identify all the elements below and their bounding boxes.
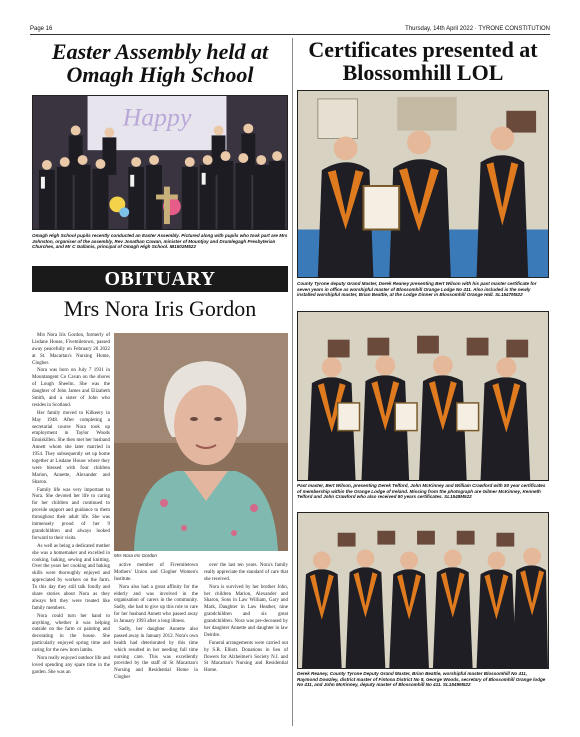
obit-paragraph: over the last ten years. Nora's family really appreciate the standard of care that she received. [204,563,288,582]
obit-paragraph: As well as being a dedicated mother she was a homemaker and excelled in cooking, baking, sewing and knitting. Over the years her cooking and baking skills were thoroughly enjoyed and appreciated by workers on the farm. To this day they still talk fondly and share stories about Nora as they always felt they were treated like family members. [32,543,110,611]
obit-paragraph: Sadly, her daughter Annette also passed away in January 2012. Nora's own health had deteriorated by this time which resulted in her needing full time nursing care. This was excellently provided by the staff of St Macartan's Nursing and Residential Home in Clogher [114,627,198,681]
obituary-banner: OBITUARY [32,266,288,292]
obit-paragraph: Funeral arrangements were carried out by S.R. Elliott. Donations in lieu of flowers for Alzheimer's Society N.I. and St Macartan's Nursing and Residential Home. [204,640,288,674]
happy-banner-text: Happy [122,102,192,132]
easter-caption: Omagh High School pupils recently conducted an Easter Assembly. Pictured along with pupils who took part are Mrs Johnston, organiser of the assembly, Rev Jonathan Cowan, minister of Mountjoy and Drumlegagh Presbyterian Churches, and Mr C Gallanis, principal of Omagh High School. IB1502M522 [32,233,288,250]
obit-paragraph: Nora really enjoyed outdoor life and loved spending any spare time in the garden. She was an [32,655,110,675]
obituary-column-2 [114,563,198,683]
certificate-caption-3: Derek Reaney, County Tyrone Deputy Grand Master, Brian Beattie, worshipful master Blossomhill No 411, Raymond Dowzley, district master of Fintona District No 8, George Woods, secretary of Blossomhill Orange lodge No 411, and John McKinney, deputy master of Blossomhill No 411. SL1549M522 [297,671,546,688]
obit-paragraph: active member of Fivemiletown Mothers' Union and Clogher Women's Institute. [114,563,198,582]
obituary-name: Mrs Nora Iris Gordon [63,296,257,321]
page-number: Page 16 [30,26,53,32]
obituary-column-1 [32,333,110,678]
obit-paragraph: Family life was very important to Nora. She devoted her life to caring for her children and continued to provide support and guidance to them throughout their adult life. She was immensely proud of her 9 grandchildren and always looked forward to their visits. [32,487,110,541]
certificate-photo-3 [297,512,549,669]
obit-paragraph: Mrs Nora Iris Gordon, formerly of Lisdane House, Fivemiletown, passed away peacefully on February 26 2022 at St. Macartan's Nursing Home, Clogher. [32,333,110,366]
certificate-photo-1 [297,90,549,278]
easter-headline: Easter Assembly held at Omagh High School [51,39,269,88]
obit-paragraph: Her family moved to Kilkeery in May 1948. After completing a secretarial course Nora took up employment in Taylor Woods Enniskillen. She then met her husband Annett whom she later married in 1954. They subsequently set up home together at Lisdane House where they were blessed with four children Marion, Annette, Alexander and Sharon. [32,410,110,485]
obit-paragraph: Nora was born on July 7 1931 in Mountangent Co Cavan on the shores of Lough Sheelin. She was the daughter of John James and Elizabeth Smith, and a sister of John who resides in Scotland. [32,368,110,408]
obit-paragraph: Nora could turn her hand to anything, whether it was helping outside on the farm or painting and decorating in the house. She particularly enjoyed spring time and caring for the new born lambs. [32,613,110,654]
obit-paragraph: Nora also had a great affinity for the elderly and was involved in the organisation of carers in the community. Sadly, she had to give up this role to care for her husband Annett who passed away in January 1993 after a long illness. [114,584,198,625]
easter-assembly-photo [32,95,288,230]
obituary-portrait [114,333,288,551]
certificates-headline: Certificates presented at Blossomhill LOL [308,37,538,86]
certificate-photo-2 [297,311,549,481]
certificate-caption-1: County Tyrone deputy Grand Master, Derek Reaney presenting Bert Wilson with his past master certificate for seven years in office as worshipful master of Blossomhill Orange Lodge No 411. Also included is the newly installed worshipful master, Brian Beattie, at the Lodge Dinner in Blossomhill Orange Hall. SL1547M522 [297,281,537,298]
obituary-column-3 [204,563,288,676]
obit-paragraph: Nora is survived by her brother John, her children Marion, Alexander and Sharon, Sons in Law William, Gary and Mark, Daughter in Law Heather, nine grandchildren and six great grandchildren. Nora was pre-deceased by her daughter Annette and daughter in law Deirdre. [204,584,288,638]
column-divider [292,38,293,726]
portrait-caption: Mrs Nora Iris Gordon [114,553,157,558]
header-rule [30,34,550,35]
certificate-caption-2: Past master, Bert Wilson, presenting Derek Telford, John McKinney and William Crawford with 50 year certificates of membership within the Orange Lodge of Ireland. Missing from the photograph are Gilmer McKinney, Kenneth Telford and John Crawford who also received 50 years certificates. SL1548M522 [297,483,546,500]
issue-date: Thursday, 14th April 2022 · TYRONE CONSTITUTION [405,26,550,32]
